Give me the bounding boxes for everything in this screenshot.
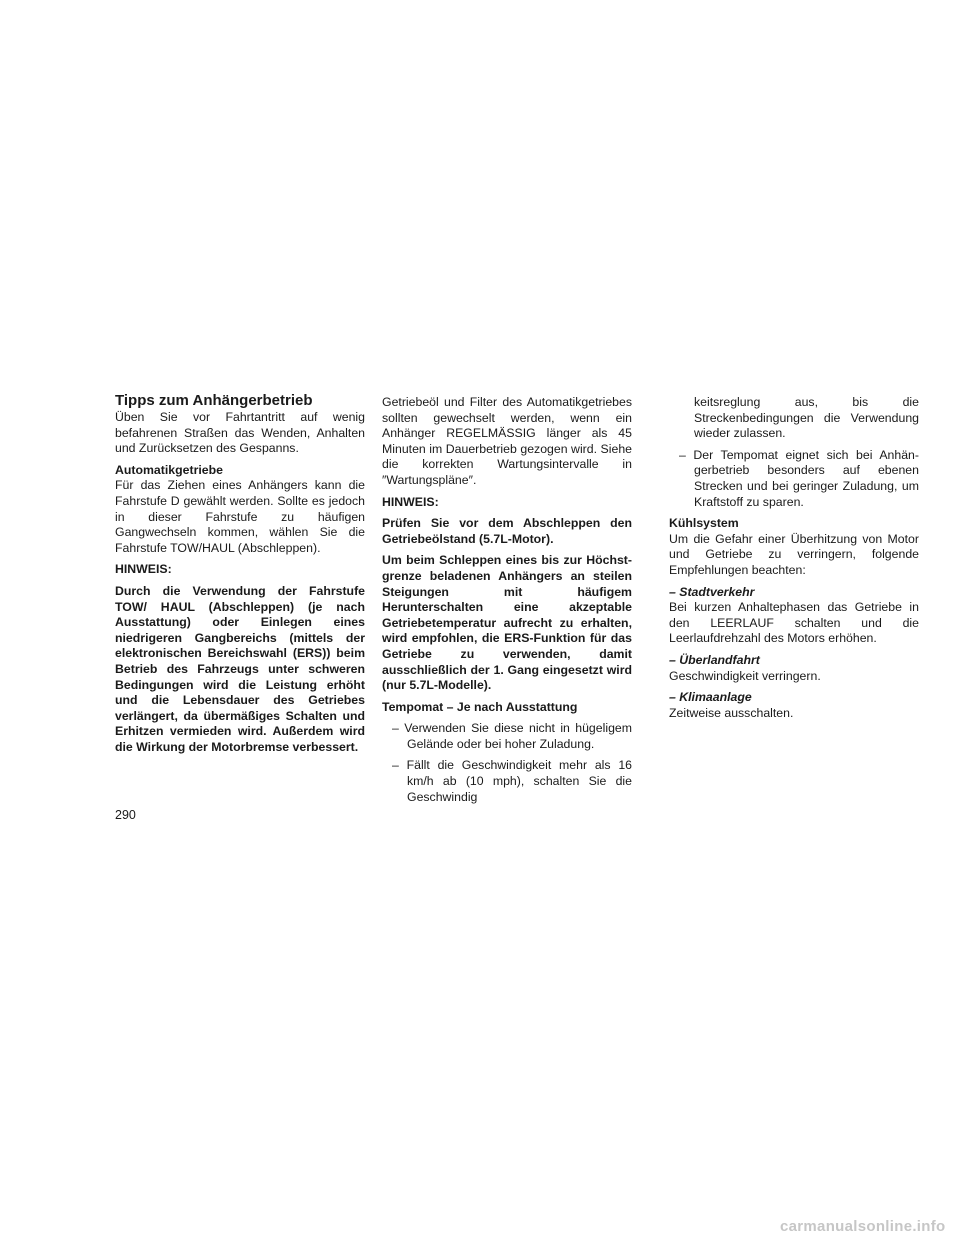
automatic-transmission-heading: Automatikgetriebe <box>115 462 223 477</box>
cooling-system-heading: Kühlsystem <box>669 516 739 531</box>
intro-paragraph: Üben Sie vor Fahrtantritt auf wenig befahrenen Straßen das Wenden, Anhalten und Zurücksetzen des Gespanns. <box>115 410 365 456</box>
cruise-control-heading: Tempomat – Je nach Ausstattung <box>382 699 578 714</box>
overland-text: Geschwindigkeit verringern. <box>669 668 821 683</box>
section-title: Tipps zum Anhängerbetrieb <box>115 392 313 409</box>
page-number: 290 <box>115 808 136 822</box>
cruise-bullet-2: – Fällt die Geschwindigkeit mehr als 16 km/h ab (10 mph), schalten Sie die Geschwindig <box>392 758 632 804</box>
oil-change-text: Getriebeöl und Filter des Automatikgetriebes sollten gewechselt werden, wenn ein Anhänger REGELMÄSSIG länger als 45 Minuten im Dauerbetrieb gezogen wird. Siehe die korrekten Wartungsintervalle in ″Wartungspläne″. <box>382 395 632 487</box>
air-conditioning-heading: – Klimaanlage <box>669 690 752 705</box>
note-label: HINWEIS: <box>115 562 172 577</box>
column-1 <box>115 392 365 761</box>
note-oil-level: Prüfen Sie vor dem Abschleppen den Getriebeölstand (5.7L-Motor). <box>382 516 632 546</box>
note-label-2: HINWEIS: <box>382 494 439 509</box>
overland-heading: – Überlandfahrt <box>669 652 760 667</box>
note-text: Durch die Verwendung der Fahrstufe TOW/ HAUL (Abschleppen) (je nach Ausstattung) oder Einlegen eines niedrigeren Gangbereichs (mittels der elektronischen Bereichswahl (ERS)) beim Betrieb des Fahrzeugs unter schweren Bedingungen wird die Leistung erhöht und die Lebensdauer des Getriebes verlängert, da übermäßiges Schalten und Erhitzen vermieden wird. Außerdem wird die Wirkung der Motorbremse verbessert. <box>115 583 365 754</box>
cruise-bullet-3: – Der Tempomat eignet sich bei Anhängerbetrieb besonders auf ebenen Strecken und bei geringer Zuladung, um Kraftstoff zu sparen. <box>679 447 919 509</box>
air-conditioning-text: Zeitweise ausschalten. <box>669 705 794 720</box>
cooling-system-text: Um die Gefahr einer Überhitzung von Motor und Getriebe zu verringern, folgende Empfehlungen beachten: <box>669 531 919 577</box>
column-3 <box>669 395 919 727</box>
city-traffic-text: Bei kurzen Anhaltephasen das Getriebe in den LEERLAUF schalten und die Leerlaufdrehzahl des Motors erhöhen. <box>669 600 919 646</box>
cruise-bullet-1: – Verwenden Sie diese nicht in hügeligem Gelände oder bei hoher Zuladung. <box>392 721 632 751</box>
note-ers-function: Um beim Schleppen eines bis zur Höchstgrenze beladenen Anhängers an steilen Steigungen mit häufigem Herunterschalten eine akzeptable Getriebetemperatur aufrecht zu erhalten, wird empfohlen, die ERS-Funktion für das Getriebe zu verwenden, damit ausschließlich der 1. Gang eingesetzt wird (nur 5.7L-Modelle). <box>382 553 632 693</box>
automatic-transmission-text: Für das Ziehen eines Anhängers kann die Fahrstufe D gewählt werden. Sollte es jedoch in dieser Fahrstufe zu häufigen Gangwechseln kommen, wählen Sie die Fahrstufe TOW/HAUL (Abschleppen). <box>115 478 365 555</box>
cruise-bullet-2-continued: keitsreglung aus, bis die Streckenbedingungen die Verwendung wieder zulassen. <box>694 395 919 441</box>
watermark-logo: carmanualsonline.info <box>780 1218 946 1235</box>
city-traffic-heading: – Stadtverkehr <box>669 584 755 599</box>
column-2 <box>382 395 632 811</box>
